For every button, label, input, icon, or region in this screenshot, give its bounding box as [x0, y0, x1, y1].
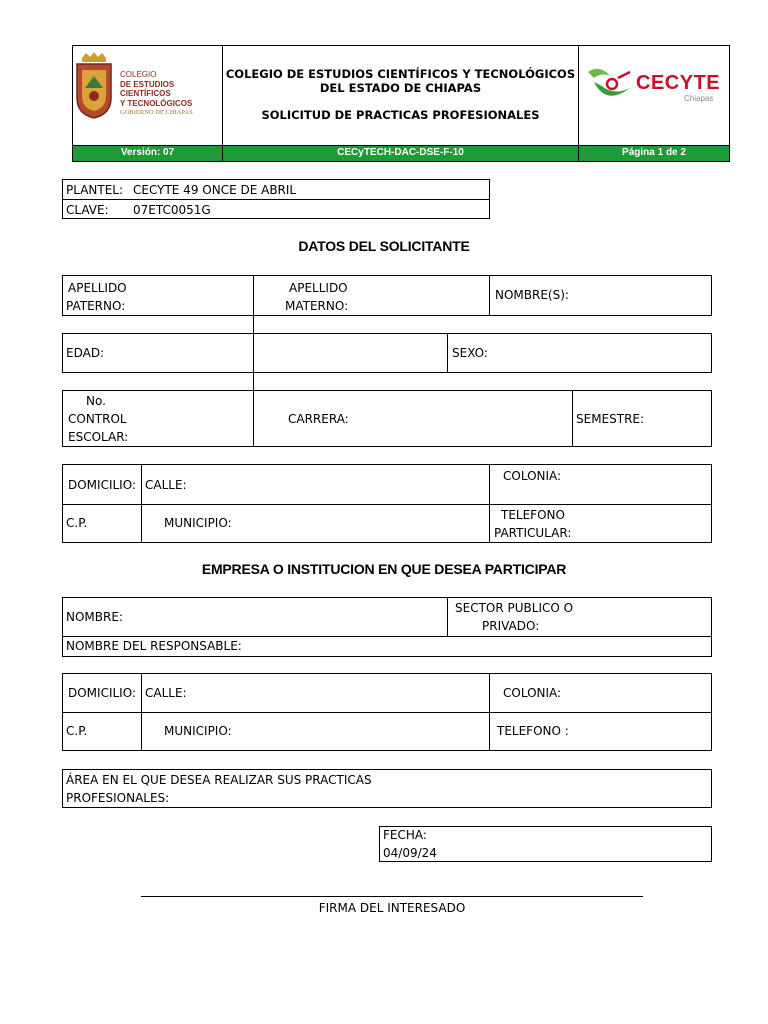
apellido-paterno-label-2: PATERNO: [66, 299, 126, 313]
section-title-empresa: EMPRESA O INSTITUCION EN QUE DESEA PARTICIPAR [201, 561, 567, 577]
cecyte-logo [582, 60, 727, 110]
domicilio-divider [489, 464, 490, 543]
version-cell: Versión: 07 [73, 146, 222, 161]
names-row [62, 275, 712, 316]
no-control-line-3: ESCOLAR: [68, 430, 129, 444]
green-bar-border [72, 145, 730, 146]
apellido-materno-label: APELLIDO [289, 281, 348, 295]
chiapas-shield-icon [74, 52, 114, 120]
domicilio-label: DOMICILIO: [68, 478, 136, 492]
sexo-label: SEXO: [452, 346, 488, 360]
area-line-2: PROFESIONALES: [66, 791, 170, 805]
no-control-line-2: CONTROL [68, 412, 127, 426]
apellido-materno-label-2: MATERNO: [285, 299, 349, 313]
title-line-1: COLEGIO DE ESTUDIOS CIENTÍFICOS Y TECNOLÓGICOS [225, 67, 576, 81]
logo-text [120, 70, 220, 118]
code-cell: CECyTECH-DAC-DSE-F-10 [223, 146, 578, 161]
sector-line-1: SECTOR PUBLICO O [455, 601, 574, 615]
clave-value: 07ETC0051G [133, 203, 211, 217]
logo-line-3: Y TECNOLÓGICOS [120, 98, 193, 108]
empresa-colonia-label: COLONIA: [503, 686, 562, 700]
title-line-2: DEL ESTADO DE CHIAPAS [319, 81, 482, 95]
page-cell: Página 1 de 2 [579, 146, 729, 161]
section-title-solicitante: DATOS DEL SOLICITANTE [298, 238, 470, 254]
empresa-domicilio-divider [141, 673, 142, 751]
colonia-label: COLONIA: [503, 469, 562, 483]
sector-line-2: PRIVADO: [482, 619, 540, 633]
cp-label: C.P. [66, 516, 88, 530]
edad-divider [447, 333, 448, 373]
edad-row [62, 333, 712, 373]
control-divider [572, 390, 573, 447]
empresa-domicilio-label: DOMICILIO: [68, 686, 136, 700]
plantel-label: PLANTEL: [66, 183, 124, 197]
empresa-telefono-label: TELEFONO : [497, 724, 569, 738]
domicilio-divider [62, 504, 712, 505]
control-divider [253, 390, 254, 447]
plantel-value: CECYTE 49 ONCE DE ABRIL [133, 183, 297, 197]
domicilio-divider [141, 464, 142, 543]
cecyte-wordmark: CECYTE [636, 72, 721, 94]
responsable-label: NOMBRE DEL RESPONSABLE: [66, 639, 242, 653]
names-divider [489, 275, 490, 316]
area-line-1: ÁREA EN EL QUE DESEA REALIZAR SUS PRACTICAS [66, 773, 372, 787]
semestre-label: SEMESTRE: [576, 412, 645, 426]
empresa-domicilio-divider [489, 673, 490, 751]
carrera-label: CARRERA: [288, 412, 349, 426]
logo-line-2: DE ESTUDIOS CIENTÍFICOS [120, 79, 175, 98]
telefono-particular-line-1: TELEFONO [501, 508, 565, 522]
cecyte-swoosh-icon [584, 62, 634, 110]
empresa-divider [447, 597, 448, 636]
apellido-paterno-label [68, 279, 127, 297]
empresa-cp-label: C.P. [66, 724, 88, 738]
firma-label: FIRMA DEL INTERESADO [318, 901, 466, 915]
cecyte-subtitle: Chiapas [684, 94, 714, 103]
edad-divider [253, 333, 254, 373]
plantel-divider [62, 199, 490, 200]
empresa-nombre-label: NOMBRE: [66, 610, 123, 624]
names-divider [253, 275, 254, 316]
form-title: SOLICITUD DE PRACTICAS PROFESIONALES [261, 108, 540, 122]
clave-label: CLAVE: [66, 203, 109, 217]
municipio-label: MUNICIPIO: [164, 516, 232, 530]
empresa-calle-label: CALLE: [145, 686, 187, 700]
edad-label: EDAD: [66, 346, 105, 360]
gap-divider [253, 316, 254, 333]
gap-divider [253, 373, 254, 390]
signature-line [141, 896, 643, 897]
no-control-line-1: No. [86, 394, 106, 408]
apellido-paterno-line-1: APELLIDO [68, 281, 127, 295]
logo-line-4: GOBIERNO DE CHIAPAS [120, 109, 193, 116]
calle-label: CALLE: [145, 478, 187, 492]
telefono-particular-line-2: PARTICULAR: [494, 526, 572, 540]
institution-title [223, 67, 578, 95]
logo-line-1: COLEGIO [120, 70, 157, 79]
empresa-municipio-label: MUNICIPIO: [164, 724, 232, 738]
nombres-label: NOMBRE(S): [495, 288, 569, 302]
cecyt-logo [74, 52, 220, 122]
fecha-value: 04/09/24 [383, 846, 437, 860]
fecha-label: FECHA: [383, 828, 427, 842]
empresa-domicilio-divider [62, 712, 712, 713]
